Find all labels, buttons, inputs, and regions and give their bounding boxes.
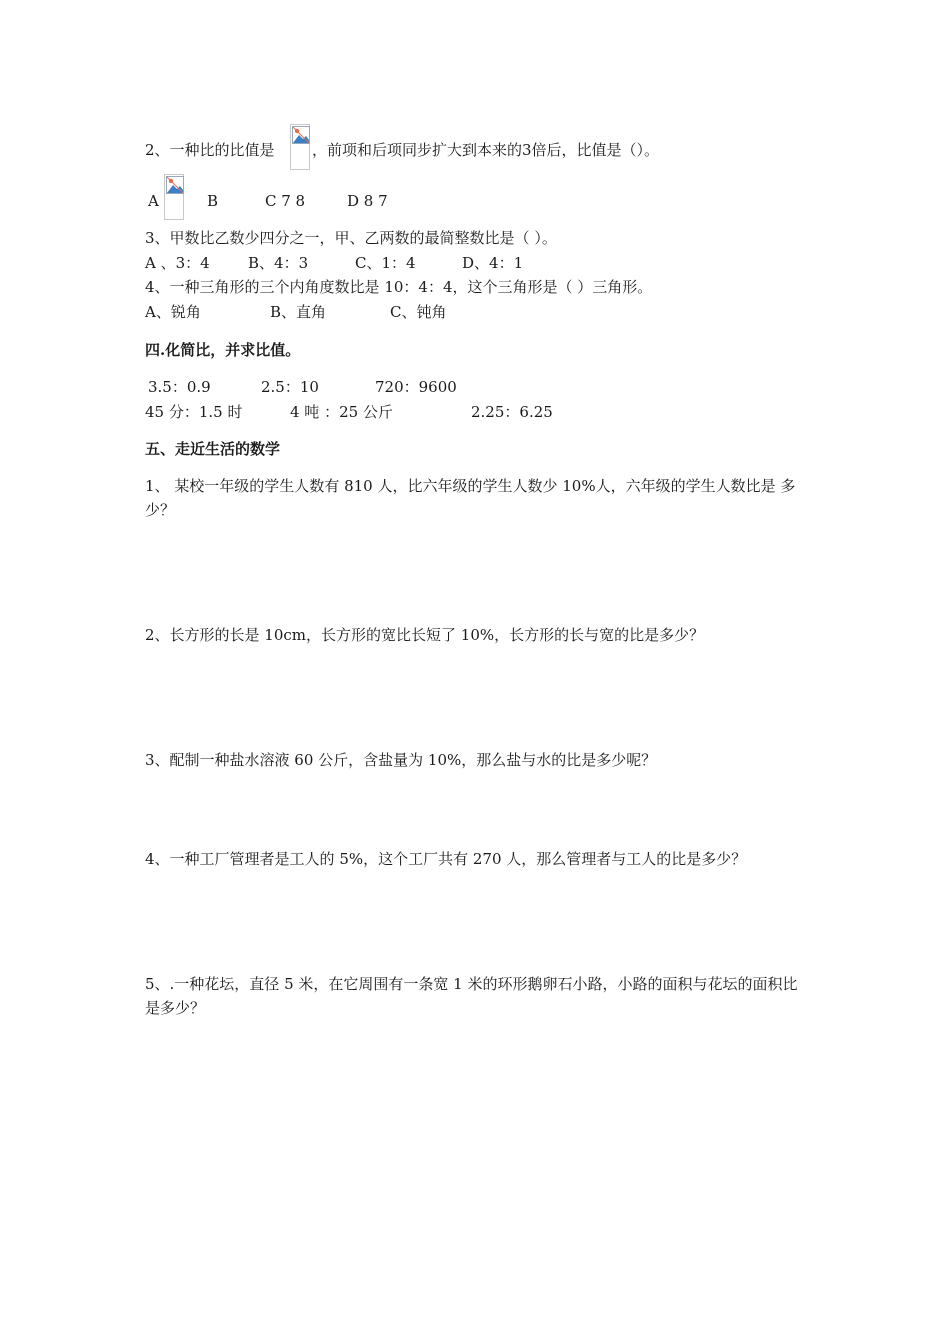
question-4: 4、一种三角形的三个内角度数比是 10：4：4，这个三角形是（ ）三角形。 bbox=[145, 278, 653, 296]
broken-image-icon bbox=[290, 124, 310, 170]
ratio-item: 720：9600 bbox=[375, 378, 457, 396]
option-c: C、1：4 bbox=[355, 254, 416, 272]
option-b: B、4：3 bbox=[248, 254, 309, 272]
word-problem-2: 2、长方形的长是 10cm，长方形的宽比长短了 10%，长方形的长与宽的比是多少？ bbox=[145, 626, 705, 644]
word-problem-3: 3、配制一种盐水溶液 60 公斤，含盐量为 10%，那么盐与水的比是多少呢？ bbox=[145, 751, 657, 769]
question-3: 3、甲数比乙数少四分之一，甲、乙两数的最简整数比是（ ）。 bbox=[145, 229, 557, 247]
ratio-item: 45 分：1.5 时 bbox=[145, 403, 243, 421]
option-b: B bbox=[207, 192, 219, 210]
section-4-title: 四.化简比，并求比值。 bbox=[145, 341, 301, 359]
question-2 bbox=[145, 139, 275, 161]
option-c: C、钝角 bbox=[390, 303, 447, 321]
ratio-item: 2.5：10 bbox=[261, 378, 319, 396]
ratio-item: 4 吨 ：25 公斤 bbox=[290, 403, 393, 421]
question-2-suffix: ，前项和后项同步扩大到本来的3倍后，比值是（）。 bbox=[312, 141, 660, 159]
option-d: D、4：1 bbox=[462, 254, 524, 272]
option-a: A、锐角 bbox=[145, 303, 201, 321]
section-5-title: 五、走近生活的数学 bbox=[145, 440, 281, 458]
ratio-item: 2.25：6.25 bbox=[471, 403, 553, 421]
word-problem-4: 4、一种工厂管理者是工人的 5%，这个工厂共有 270 人，那么管理者与工人的比是多少？ bbox=[145, 850, 747, 868]
option-c: C 7 8 bbox=[265, 192, 306, 210]
word-problem-5: 5、.一种花坛，直径 5 米，在它周围有一条宽 1 米的环形鹅卵石小路，小路的面积与花坛的面积比 是多少？ bbox=[145, 975, 798, 1017]
ratio-item: 3.5：0.9 bbox=[148, 378, 211, 396]
broken-image-icon bbox=[164, 174, 184, 220]
option-b: B、直角 bbox=[270, 303, 327, 321]
option-a: A 、3：4 bbox=[145, 254, 210, 272]
word-problem-1: 1、 某校一年级的学生人数有 810 人，比六年级的学生人数少 10%人，六年级的学生人数比是 多少？ bbox=[145, 477, 796, 519]
option-a: A bbox=[148, 192, 159, 210]
question-2-prefix: 2、一种比的比值是 bbox=[145, 141, 275, 159]
option-d: D 8 7 bbox=[347, 192, 388, 210]
